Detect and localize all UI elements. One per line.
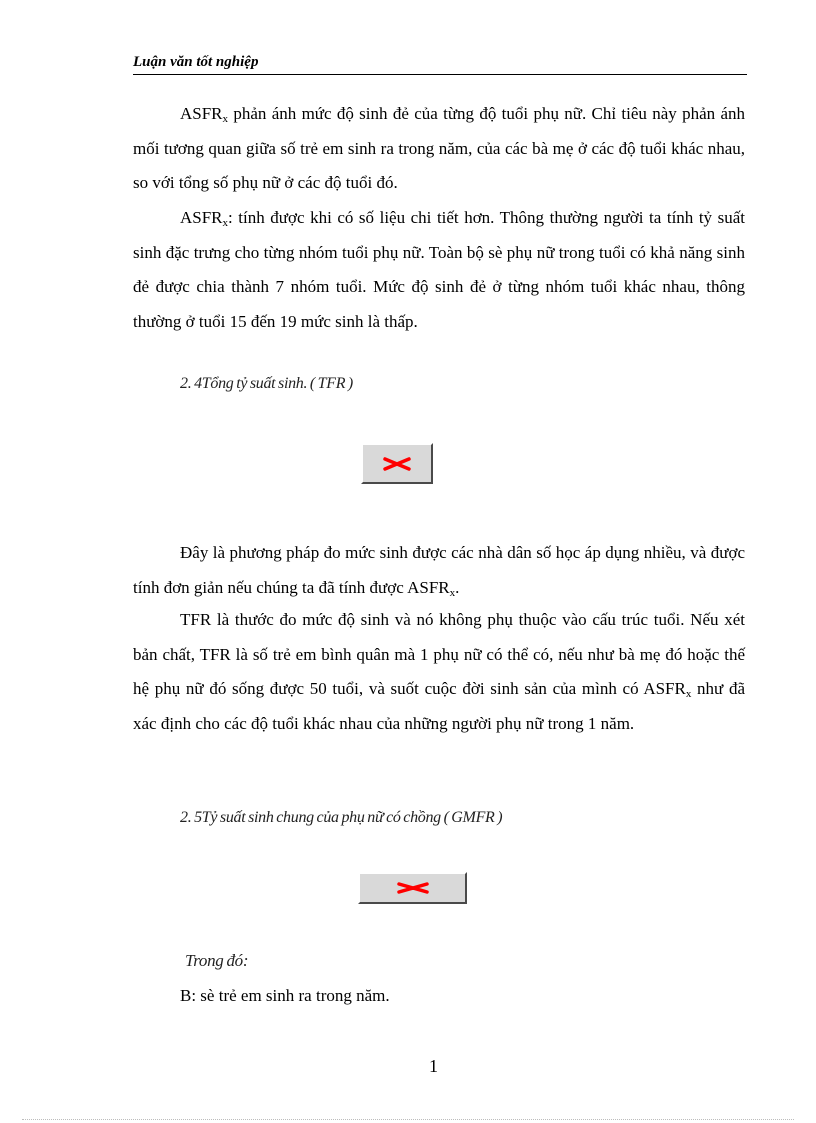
formula-image-tfr — [361, 443, 433, 484]
broken-image-x-icon — [382, 457, 412, 471]
page-header — [133, 52, 747, 75]
broken-image-x-icon — [396, 882, 430, 894]
page-number: 1 — [429, 1056, 438, 1076]
header-title: Luận văn tốt nghiệp — [133, 54, 259, 70]
page-bottom-rule — [22, 1119, 794, 1120]
section-heading-gmfr: 2. 5Tỷ suất sinh chung của phụ nữ có chồng ( GMFR ) — [180, 809, 503, 826]
paragraph-asfr-meaning: $ASFR_x$ phản ánh mức độ sinh đẻ của từng độ tuổi phụ nữ. Chỉ tiêu này phản ánh mối tương quan giữa số trẻ em sinh ra trong năm, của các bà mẹ ở các độ tuổi khác nhau, so với tổng số phụ nữ ở các độ tuổi đó. — [133, 104, 745, 192]
section-heading-tfr: 2. 4Tổng tỷ suất sinh. ( TFR ) — [180, 375, 353, 392]
paragraph-tfr-method: Đây là phương pháp đo mức sinh được các nhà dân số học áp dụng nhiều, và được tính đơn giản nếu chúng ta đã tính được $ASFR_x$. — [133, 543, 745, 599]
where-label: Trong đó: — [185, 951, 249, 970]
paragraph-tfr-definition: TFR là thước đo mức độ sinh và nó không phụ thuộc vào cấu trúc tuổi. Nếu xét bản chất, TFR là số trẻ em bình quân mà 1 phụ nữ có thể có, nếu như bà mẹ đó hoặc thế hệ phụ nữ đó sống được 50 tuổi, và suốt cuộc đời sinh sản của mình có $ASFR_x$ như đã xác định cho các độ tuổi khác nhau của những người phụ nữ trong 1 năm. — [133, 610, 745, 733]
formula-image-gmfr — [358, 872, 467, 904]
paragraph-asfr-calculation: $ASFR_x$: tính được khi có số liệu chi tiết hơn. Thông thường người ta tính tỷ suất sinh đặc trưng cho từng nhóm tuổi phụ nữ. Toàn bộ sè phụ nữ trong tuổi có khả năng sinh đẻ được chia thành 7 nhóm tuổi. Mức độ sinh đẻ ở từng nhóm tuổi khác nhau, thông thường ở tuổi 15 đến 19 mức sinh là thấp. — [133, 208, 745, 331]
paragraph-b-definition: B: sè trẻ em sinh ra trong năm. — [180, 986, 390, 1005]
